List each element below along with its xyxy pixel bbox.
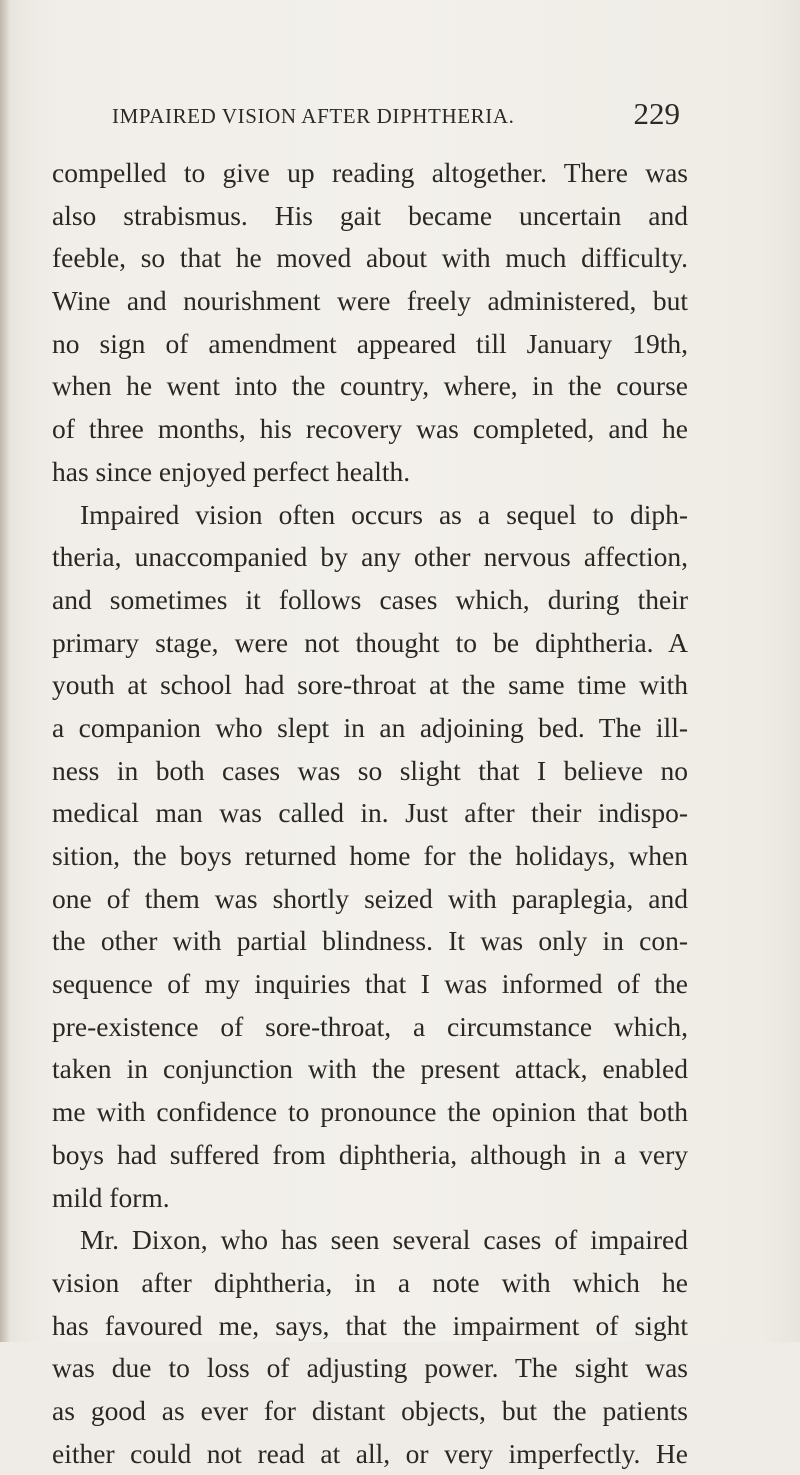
text-line: me with confidence to pronounce the opinion that both [52, 1096, 688, 1128]
text-line: no sign of amendment appeared till January 19th, [52, 327, 688, 359]
text-line: theria, unaccompanied by any other nervous affection, [52, 541, 688, 573]
text-line: compelled to give up reading altogether. There was [52, 157, 688, 188]
text-line: was due to loss of adjusting power. The sight was [52, 1352, 688, 1384]
page-header [112, 96, 680, 136]
text-line: feeble, so that he moved about with much difficulty. [52, 242, 688, 274]
text-line: has favoured me, says, that the impairment of sight [52, 1309, 688, 1341]
text-line: mild form. [52, 1181, 170, 1213]
text-line: also strabismus. His gait became uncertain and [52, 199, 688, 231]
text-line: vision after diphtheria, in a note with which he [52, 1266, 688, 1298]
text-line: youth at school had sore-throat at the same time with [52, 669, 688, 701]
text-line: Wine and nourishment were freely administered, but [52, 285, 688, 317]
text-line: pre-existence of sore-throat, a circumstance which, [52, 1010, 688, 1042]
page-number: 229 [633, 96, 680, 131]
text-line: ness in both cases was so slight that I believe no [52, 754, 688, 786]
text-line: boys had suffered from diphtheria, although in a very [52, 1138, 688, 1170]
running-head: IMPAIRED VISION AFTER DIPHTHERIA. [112, 104, 515, 128]
text-line: one of them was shortly seized with paraplegia, and [52, 882, 688, 914]
body-text [52, 152, 688, 1475]
text-line: sequence of my inquiries that I was informed of the [52, 968, 688, 1000]
text-line: when he went into the country, where, in the course [52, 370, 688, 402]
text-line: medical man was called in. Just after their indispo- [52, 797, 688, 829]
text-line: Mr. Dixon, who has seen several cases of impaired [80, 1224, 688, 1256]
binding-shadow [0, 0, 10, 1342]
text-line: as good as ever for distant objects, but the patients [52, 1394, 688, 1426]
text-line: the other with partial blindness. It was only in con- [52, 925, 688, 957]
text-line: a companion who slept in an adjoining bed. The ill- [52, 711, 688, 743]
text-line: either could not read at all, or very imperfectly. He [52, 1437, 688, 1469]
text-line: Impaired vision often occurs as a sequel to diph- [80, 498, 688, 530]
text-line: taken in conjunction with the present attack, enabled [52, 1053, 688, 1085]
text-line: sition, the boys returned home for the holidays, when [52, 840, 688, 871]
text-line: primary stage, were not thought to be diphtheria. A [52, 626, 688, 658]
text-line: has since enjoyed perfect health. [52, 455, 411, 487]
text-line: of three months, his recovery was completed, and he [52, 413, 688, 445]
text-line: and sometimes it follows cases which, during their [52, 583, 688, 615]
